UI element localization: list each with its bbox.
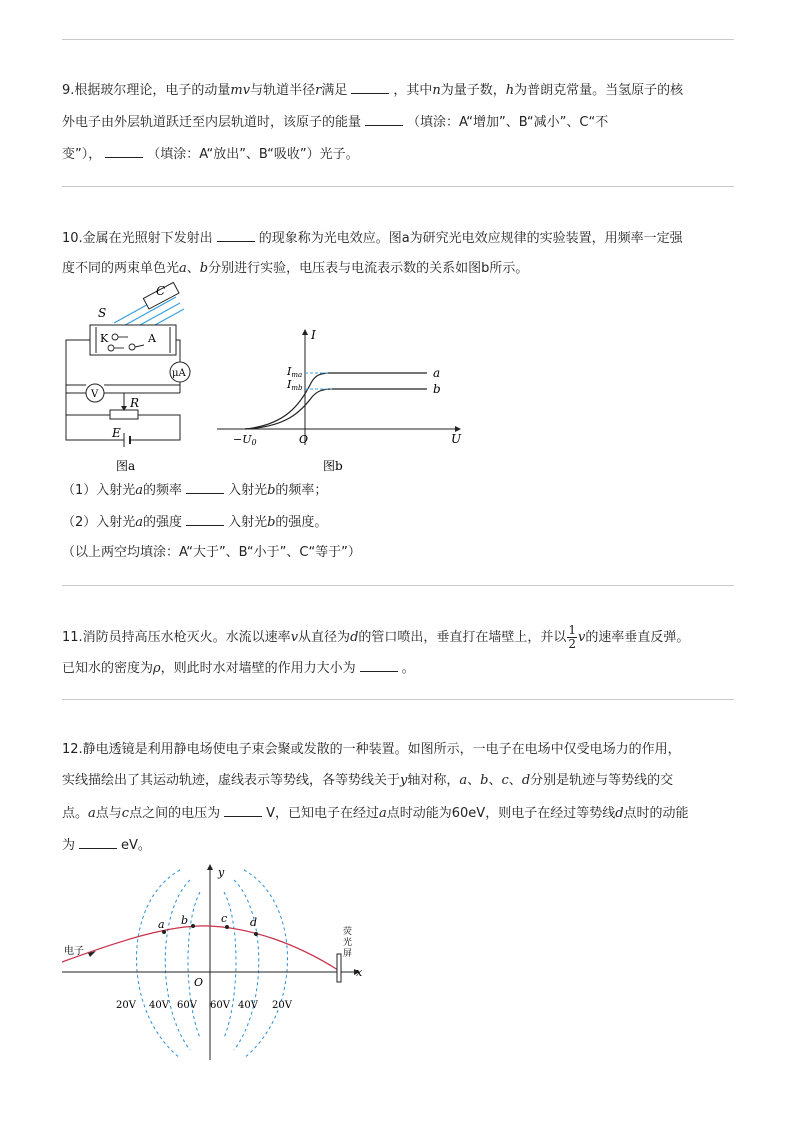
q10-note: （以上两空均填涂：A“大于”、B“小于”、C“等于”） <box>62 545 361 560</box>
label-A: A <box>148 332 156 345</box>
q9-line-1: 9.根据玻尔理论，电子的动量mv与轨道半径r满足 ，其中n为量子数，h为普朗克常量。当氢原子的核 <box>62 80 683 101</box>
q9-line-3: 变”）， （填涂：A“放出”、B“吸收”）光子。 <box>62 144 359 165</box>
label-O: O <box>299 433 309 446</box>
label-S: S <box>98 306 107 320</box>
curve-label-a: a <box>433 366 441 380</box>
caption-fig-b: 图b <box>323 459 343 473</box>
q12-blank-1[interactable] <box>224 803 262 817</box>
point-label-a: a <box>158 918 165 931</box>
divider-q9 <box>62 186 734 187</box>
fluorescent-screen <box>337 954 341 982</box>
label-U: U <box>451 432 462 446</box>
potential-label: 40V <box>149 1000 169 1011</box>
q10-sub-1: （1）入射光a的频率 入射光b的频率； <box>62 480 327 501</box>
label-I: I <box>311 328 316 342</box>
q10-blank-1[interactable] <box>217 228 255 242</box>
figure-electrostatic-lens <box>62 862 372 1062</box>
label-K: K <box>100 332 109 345</box>
label-C: C <box>156 284 166 298</box>
q12-line-2: 实线描绘出了其运动轨迹，虚线表示等势线，各等势线关于y轴对称，a、b、c、d分别是轨迹与等势线的交 <box>62 773 674 788</box>
q11-line-2: 已知水的密度为ρ，则此时水对墙壁的作用力大小为 。 <box>62 658 415 679</box>
label-V: V <box>91 389 99 400</box>
potential-label: 60V <box>210 1000 230 1011</box>
q12-line-1: 12.静电透镜是利用静电场使电子束会聚或发散的一种装置。如图所示，一电子在电场中仅受电场力的作用， <box>62 742 681 757</box>
label-uA: μA <box>172 368 186 379</box>
q9-line-2: 外电子由外层轨道跃迁至内层轨道时，该原子的能量 （填涂：A“增加”、B“减小”、C“不 <box>62 112 608 133</box>
divider-q10 <box>62 585 734 586</box>
electron-trajectory <box>62 926 338 970</box>
fraction-one-half: $\frac{1}{2}$ <box>568 623 577 651</box>
q11-line-1: 11.消防员持高压水枪灭火。水流以速率v从直径为d的管口喷出，垂直打在墙壁上，并以 $\frac{1}{2}$ v的速率垂直反弹。 <box>62 623 690 651</box>
curve-a <box>245 373 427 429</box>
q9-blank-1[interactable] <box>351 80 389 94</box>
label-R: R <box>130 396 140 410</box>
equipotential-lines <box>137 870 288 1058</box>
point-label-b: b <box>181 914 189 927</box>
q10-line-2: 度不同的两束单色光a、b分别进行实验，电压表与电流表示数的关系如图b所示。 <box>62 261 529 276</box>
screen-label-3: 屏 <box>343 949 353 959</box>
label-O: O <box>194 976 204 989</box>
q10-blank-3[interactable] <box>186 512 224 526</box>
q10-sub-2: （2）入射光a的强度 入射光b的强度。 <box>62 512 327 533</box>
q12-blank-2[interactable] <box>79 835 117 849</box>
label-Imb: Imb <box>287 378 303 392</box>
q11-blank-1[interactable] <box>360 658 398 672</box>
point-label-d: d <box>250 916 258 929</box>
q9-blank-3[interactable] <box>105 144 143 158</box>
q12-line-4: 为 eV。 <box>62 835 151 856</box>
label-x: x <box>356 966 363 979</box>
label-E: E <box>112 426 121 440</box>
label-Ima: Ima <box>287 365 303 379</box>
label-electron: 电子 <box>64 946 84 957</box>
q10-blank-2[interactable] <box>186 480 224 494</box>
figure-b-iu-graph <box>215 325 475 475</box>
screen-label-2: 光 <box>343 938 353 948</box>
label-U0: −U0 <box>233 433 257 447</box>
q12-line-3: 点。a点与c点之间的电压为 V，已知电子在经过a点时动能为60eV，则电子在经过等势线d点时的动能 <box>62 803 689 824</box>
potential-label: 20V <box>116 1000 136 1011</box>
label-y: y <box>218 866 225 879</box>
divider-q11 <box>62 699 734 700</box>
point-label-c: c <box>221 912 228 925</box>
potential-label: 20V <box>272 1000 292 1011</box>
potential-label: 60V <box>177 1000 197 1011</box>
screen-label-1: 荧 <box>343 927 353 937</box>
curve-label-b: b <box>433 382 441 396</box>
q10-line-1: 10.金属在光照射下发射出 的现象称为光电效应。图a为研究光电效应规律的实验装置，用频率一定强 <box>62 228 683 249</box>
caption-fig-a: 图a <box>116 459 136 473</box>
figure-a-circuit <box>58 285 188 475</box>
potential-label: 40V <box>238 1000 258 1011</box>
q9-blank-2[interactable] <box>365 112 403 126</box>
divider-top <box>62 39 734 40</box>
